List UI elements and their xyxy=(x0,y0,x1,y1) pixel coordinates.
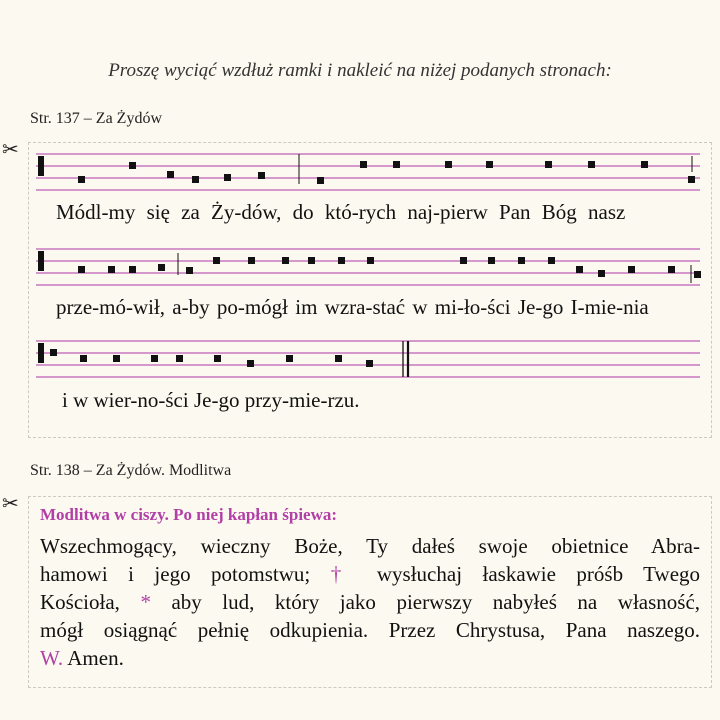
dagger-mark: † xyxy=(330,562,357,586)
prayer-line-4: mógł osiągnąć pełnię odkupienia. Przez Chrystusa, Pana naszego. xyxy=(40,618,700,642)
prayer-line-2 xyxy=(40,560,700,588)
section-heading-137: Str. 137 – Za Żydów xyxy=(30,110,162,127)
prayer-line-1: Wszechmogący, wieczny Boże, Ty dałeś swoje obietnice Abra- xyxy=(40,534,700,558)
chant-lyrics-line-2: prze-mó-wił, a-by po-mógł im wzra-stać w mi-ło-ści Je-go I-mie-nia xyxy=(56,295,649,319)
chant-staff-1 xyxy=(28,148,712,198)
prayer-line-2a: hamowi i jego potomstwu; xyxy=(40,562,311,586)
scissors-icon: ✂ xyxy=(2,493,19,515)
prayer-line-2b: wysłuchaj łaskawie próśb Twego xyxy=(376,562,701,586)
chant-lyrics-line-3: i w wier-no-ści Je-go przy-mie-rzu. xyxy=(62,388,360,412)
prayer-line-3a: Kościoła, xyxy=(40,590,120,614)
versicle-mark: W. xyxy=(40,646,64,670)
instruction-text: Proszę wyciąć wzdłuż ramki i nakleić na niżej podanych stronach: xyxy=(108,60,612,81)
scissors-icon: ✂ xyxy=(2,139,19,161)
prayer-line-3b: aby lud, który jako pierwszy nabyłeś na własność, xyxy=(171,590,701,614)
rubric-text: Modlitwa w ciszy. Po niej kapłan śpiewa: xyxy=(40,505,338,524)
prayer-text xyxy=(40,532,700,672)
do-clef-icon xyxy=(38,156,44,176)
asterisk-mark: * xyxy=(140,590,151,614)
chant-lyrics-line-1: Módl-my się za Ży-dów, do któ-rych naj-pierw Pan Bóg nasz xyxy=(56,200,626,224)
chant-staff-2 xyxy=(28,243,712,293)
prayer-line-3 xyxy=(40,588,700,616)
prayer-line-5 xyxy=(40,644,700,672)
chant-staff-3 xyxy=(28,335,712,385)
section-heading-138: Str. 138 – Za Żydów. Modlitwa xyxy=(30,462,232,479)
amen-text: Amen. xyxy=(67,646,124,670)
